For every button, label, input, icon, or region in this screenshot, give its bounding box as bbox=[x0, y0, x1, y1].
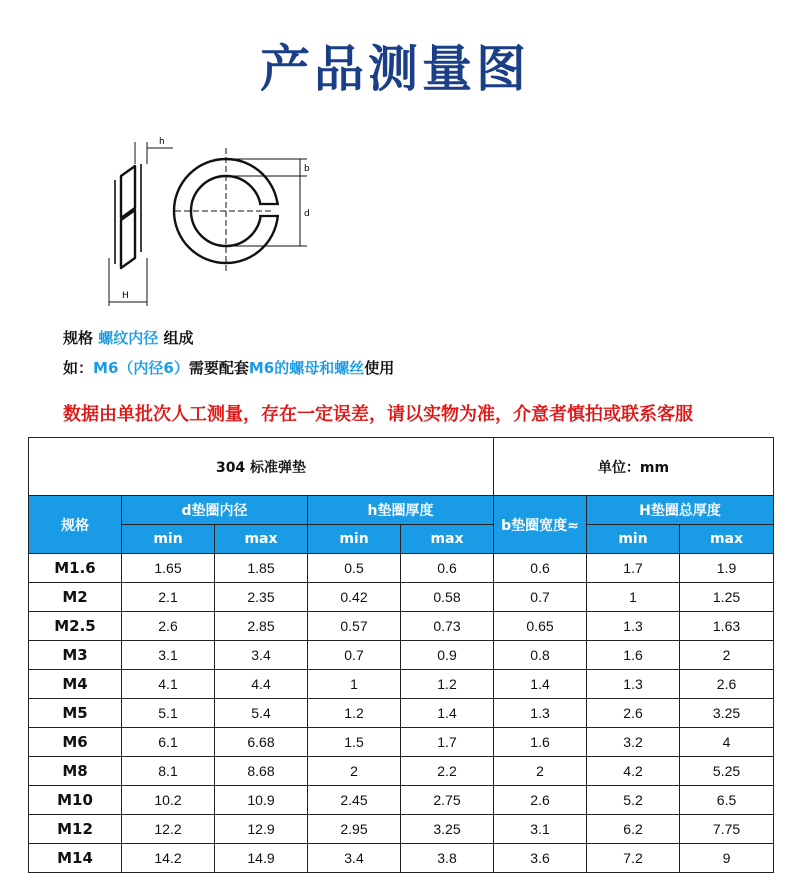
cell-d-max: 1.85 bbox=[215, 554, 308, 583]
cell-b: 0.6 bbox=[494, 554, 587, 583]
cell-d-min: 10.2 bbox=[122, 786, 215, 815]
header-spec: 规格 bbox=[29, 496, 122, 554]
cell-b: 3.6 bbox=[494, 844, 587, 873]
cell-d-max: 5.4 bbox=[215, 699, 308, 728]
table-row bbox=[29, 583, 774, 612]
diagram-label-d: d bbox=[304, 209, 310, 219]
header-b: b垫圈宽度≈ bbox=[494, 496, 587, 554]
cell-spec: M1.6 bbox=[29, 554, 122, 583]
cell-h-min: 1.2 bbox=[308, 699, 401, 728]
diagram-label-h: h bbox=[159, 137, 165, 147]
cell-h-max: 2.2 bbox=[401, 757, 494, 786]
cell-h-min: 0.5 bbox=[308, 554, 401, 583]
cell-spec: M10 bbox=[29, 786, 122, 815]
table-row bbox=[29, 757, 774, 786]
cell-b: 0.8 bbox=[494, 641, 587, 670]
header-H: H垫圈总厚度 bbox=[587, 496, 774, 525]
cell-h-min: 0.7 bbox=[308, 641, 401, 670]
cell-h-min: 2.45 bbox=[308, 786, 401, 815]
cell-h-max: 2.75 bbox=[401, 786, 494, 815]
header-H-max: max bbox=[680, 525, 774, 554]
cell-H-max: 3.25 bbox=[680, 699, 774, 728]
cell-d-max: 10.9 bbox=[215, 786, 308, 815]
cell-H-max: 4 bbox=[680, 728, 774, 757]
cell-b: 0.7 bbox=[494, 583, 587, 612]
table-row bbox=[29, 670, 774, 699]
product-name: 304 标准弹垫 bbox=[29, 438, 494, 496]
cell-h-max: 3.8 bbox=[401, 844, 494, 873]
cell-b: 3.1 bbox=[494, 815, 587, 844]
cell-spec: M4 bbox=[29, 670, 122, 699]
cell-d-max: 2.35 bbox=[215, 583, 308, 612]
unit-label: 单位：mm bbox=[494, 438, 774, 496]
cell-d-min: 5.1 bbox=[122, 699, 215, 728]
table-row bbox=[29, 699, 774, 728]
table-row bbox=[29, 844, 774, 873]
cell-spec: M6 bbox=[29, 728, 122, 757]
header-h: h垫圈厚度 bbox=[308, 496, 494, 525]
cell-d-min: 2.1 bbox=[122, 583, 215, 612]
cell-H-min: 2.6 bbox=[587, 699, 680, 728]
table-row bbox=[29, 612, 774, 641]
cell-d-max: 8.68 bbox=[215, 757, 308, 786]
cell-h-max: 1.7 bbox=[401, 728, 494, 757]
cell-h-max: 3.25 bbox=[401, 815, 494, 844]
cell-H-max: 5.25 bbox=[680, 757, 774, 786]
cell-H-max: 7.75 bbox=[680, 815, 774, 844]
table-row bbox=[29, 786, 774, 815]
spec-note: 规格 螺纹内径 组成 bbox=[63, 329, 194, 347]
cell-h-min: 2.95 bbox=[308, 815, 401, 844]
cell-H-min: 6.2 bbox=[587, 815, 680, 844]
header-d: d垫圈内径 bbox=[122, 496, 308, 525]
cell-spec: M3 bbox=[29, 641, 122, 670]
cell-h-max: 0.73 bbox=[401, 612, 494, 641]
cell-d-min: 8.1 bbox=[122, 757, 215, 786]
cell-d-max: 6.68 bbox=[215, 728, 308, 757]
header-H-min: min bbox=[587, 525, 680, 554]
header-d-min: min bbox=[122, 525, 215, 554]
table-row bbox=[29, 728, 774, 757]
header-d-max: max bbox=[215, 525, 308, 554]
cell-H-min: 4.2 bbox=[587, 757, 680, 786]
cell-h-min: 0.57 bbox=[308, 612, 401, 641]
cell-d-min: 4.1 bbox=[122, 670, 215, 699]
cell-spec: M2 bbox=[29, 583, 122, 612]
diagram-label-b: b bbox=[304, 164, 310, 174]
diagram-label-H: H bbox=[122, 291, 129, 301]
cell-h-min: 3.4 bbox=[308, 844, 401, 873]
cell-h-max: 1.2 bbox=[401, 670, 494, 699]
measurement-warning: 数据由单批次人工测量，存在一定误差，请以实物为准，介意者慎拍或联系客服 bbox=[63, 404, 693, 425]
cell-H-min: 1.6 bbox=[587, 641, 680, 670]
cell-h-min: 2 bbox=[308, 757, 401, 786]
cell-h-min: 1.5 bbox=[308, 728, 401, 757]
cell-H-min: 1.3 bbox=[587, 612, 680, 641]
header-h-max: max bbox=[401, 525, 494, 554]
page-title: 产品测量图 bbox=[260, 40, 530, 98]
cell-d-max: 2.85 bbox=[215, 612, 308, 641]
table-row bbox=[29, 641, 774, 670]
cell-H-min: 3.2 bbox=[587, 728, 680, 757]
cell-spec: M2.5 bbox=[29, 612, 122, 641]
cell-d-min: 2.6 bbox=[122, 612, 215, 641]
spec-table bbox=[28, 437, 774, 873]
table-row bbox=[29, 554, 774, 583]
cell-H-max: 1.25 bbox=[680, 583, 774, 612]
cell-h-max: 0.6 bbox=[401, 554, 494, 583]
cell-d-max: 14.9 bbox=[215, 844, 308, 873]
cell-spec: M5 bbox=[29, 699, 122, 728]
cell-H-max: 1.63 bbox=[680, 612, 774, 641]
cell-spec: M8 bbox=[29, 757, 122, 786]
table-row bbox=[29, 815, 774, 844]
cell-d-min: 1.65 bbox=[122, 554, 215, 583]
example-note: 如：M6（内径6）需要配套M6的螺母和螺丝使用 bbox=[63, 359, 395, 377]
cell-H-max: 2.6 bbox=[680, 670, 774, 699]
cell-b: 1.4 bbox=[494, 670, 587, 699]
cell-d-max: 12.9 bbox=[215, 815, 308, 844]
cell-H-min: 1 bbox=[587, 583, 680, 612]
cell-b: 2 bbox=[494, 757, 587, 786]
cell-H-min: 5.2 bbox=[587, 786, 680, 815]
cell-spec: M12 bbox=[29, 815, 122, 844]
cell-H-min: 7.2 bbox=[587, 844, 680, 873]
cell-H-min: 1.3 bbox=[587, 670, 680, 699]
cell-b: 2.6 bbox=[494, 786, 587, 815]
cell-h-max: 0.9 bbox=[401, 641, 494, 670]
cell-h-max: 1.4 bbox=[401, 699, 494, 728]
cell-h-min: 1 bbox=[308, 670, 401, 699]
cell-d-min: 6.1 bbox=[122, 728, 215, 757]
cell-H-max: 6.5 bbox=[680, 786, 774, 815]
cell-b: 1.6 bbox=[494, 728, 587, 757]
cell-d-min: 3.1 bbox=[122, 641, 215, 670]
spring-washer-diagram bbox=[95, 128, 335, 310]
cell-h-min: 0.42 bbox=[308, 583, 401, 612]
cell-h-max: 0.58 bbox=[401, 583, 494, 612]
cell-H-max: 1.9 bbox=[680, 554, 774, 583]
cell-d-min: 12.2 bbox=[122, 815, 215, 844]
cell-H-max: 9 bbox=[680, 844, 774, 873]
cell-d-max: 3.4 bbox=[215, 641, 308, 670]
header-h-min: min bbox=[308, 525, 401, 554]
cell-spec: M14 bbox=[29, 844, 122, 873]
cell-H-max: 2 bbox=[680, 641, 774, 670]
cell-H-min: 1.7 bbox=[587, 554, 680, 583]
cell-d-min: 14.2 bbox=[122, 844, 215, 873]
cell-b: 1.3 bbox=[494, 699, 587, 728]
cell-b: 0.65 bbox=[494, 612, 587, 641]
cell-d-max: 4.4 bbox=[215, 670, 308, 699]
